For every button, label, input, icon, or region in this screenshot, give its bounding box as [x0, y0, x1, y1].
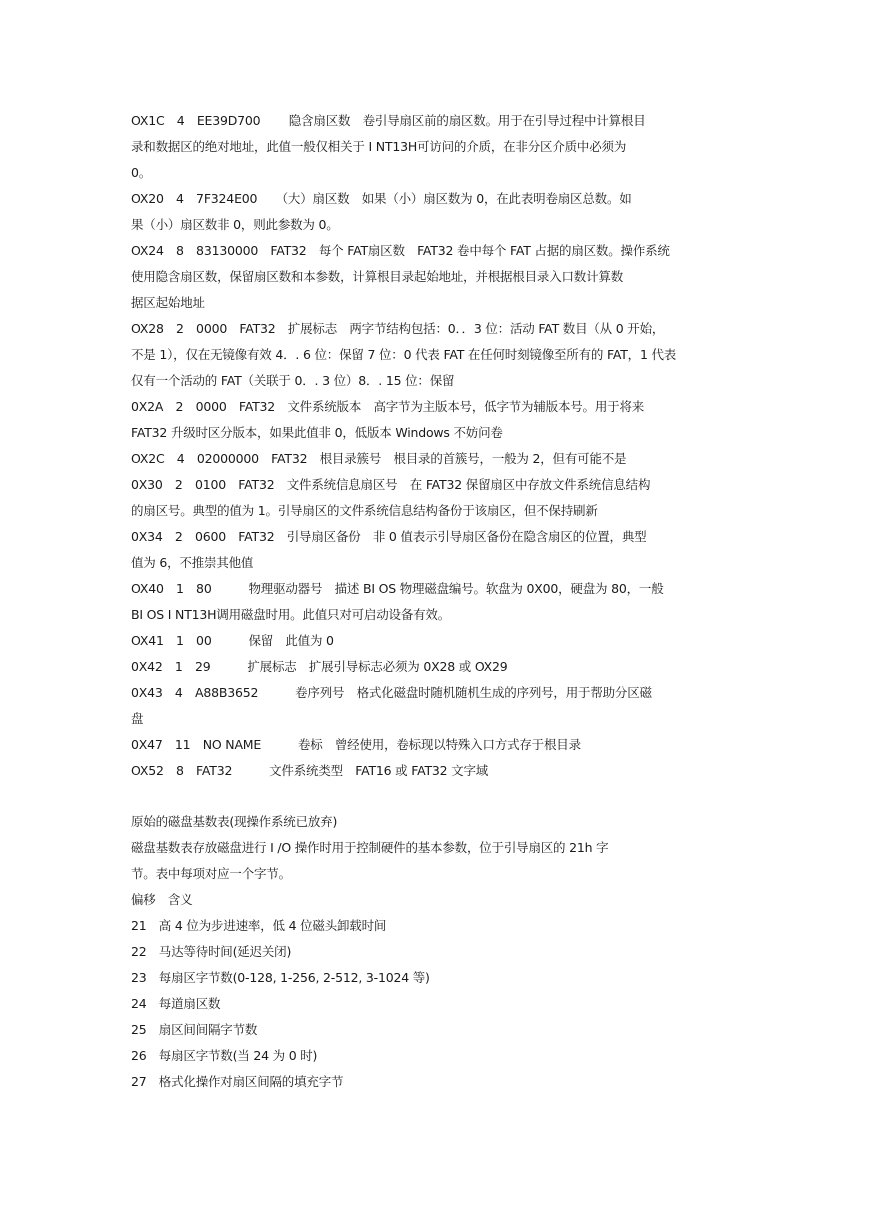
text-line: BI OS I NT13H调用磁盘时用。此值只对可启动设备有效。: [131, 607, 451, 622]
text-line: OX2C 4 02000000 FAT32 根目录簇号 根目录的首簇号，一般为 2，但有可能不是: [131, 451, 627, 466]
table-row: 21 高 4 位为步进速率，低 4 位磁头卸载时间: [131, 918, 387, 933]
text-line: 0X30 2 0100 FAT32 文件系统信息扇区号 在 FAT32 保留扇区中存放文件系统信息结构: [131, 477, 651, 492]
text-line: 据区起始地址: [131, 295, 205, 310]
text-line: 0X43 4 A88B3652 卷序列号 格式化磁盘时随机随机生成的序列号，用于帮助分区磁: [131, 685, 652, 700]
text-line: OX28 2 0000 FAT32 扩展标志 两字节结构包括：0．．3 位：活动 FAT 数目（从 0 开始，: [131, 321, 665, 336]
text-line: OX52 8 FAT32 文件系统类型 FAT16 或 FAT32 文字域: [131, 763, 489, 778]
document-page: [131, 108, 791, 1095]
table-row: 24 每道扇区数: [131, 996, 221, 1011]
table-row: 25 扇区间间隔字节数: [131, 1022, 258, 1037]
table-header: 偏移 含义: [131, 892, 193, 907]
section-heading: 原始的磁盘基数表(现操作系统已放弃): [131, 814, 338, 829]
text-line: OX41 1 00 保留 此值为 0: [131, 633, 334, 648]
text-line: 的扇区号。典型的值为 1。引导扇区的文件系统信息结构备份于该扇区，但不保持刷新: [131, 503, 598, 518]
text-line: 果（小）扇区数非 0，则此参数为 0。: [131, 217, 339, 232]
text-line: FAT32 升级时区分版本，如果此值非 0，低版本 Windows 不妨问卷: [131, 425, 503, 440]
text-line: 值为 6，不推崇其他值: [131, 555, 254, 570]
table-row: 27 格式化操作对扇区间隔的填充字节: [131, 1074, 344, 1089]
text-line: 磁盘基数表存放磁盘进行 I /O 操作时用于控制硬件的基本参数，位于引导扇区的 21h 字: [131, 840, 609, 855]
disk-base-table-block: [131, 809, 791, 1095]
text-line: 0X47 11 NO NAME 卷标 曾经使用，卷标现以特殊入口方式存于根目录: [131, 737, 581, 752]
fat-parameter-block: [131, 108, 791, 784]
table-row: 22 马达等待时间(延迟关闭): [131, 944, 292, 959]
section-gap: [131, 784, 791, 809]
text-line: 录和数据区的绝对地址，此值一般仅相关于 I NT13H可访问的介质，在非分区介质中必须为: [131, 139, 627, 154]
text-line: OX20 4 7F324E00 （大）扇区数 如果（小）扇区数为 0，在此表明卷扇区总数。如: [131, 191, 632, 206]
text-line: 0X42 1 29 扩展标志 扩展引导标志必须为 0X28 或 OX29: [131, 659, 508, 674]
text-line: 使用隐含扇区数，保留扇区数和本参数，计算根目录起始地址，并根据根目录入口数计算数: [131, 269, 624, 284]
text-line: 盘: [131, 711, 144, 726]
text-line: 节。表中每项对应一个字节。: [131, 866, 291, 881]
text-line: OX40 1 80 物理驱动器号 描述 BI OS 物理磁盘编号。软盘为 0X00，硬盘为 80，一般: [131, 581, 664, 596]
table-row: 26 每扇区字节数(当 24 为 0 时): [131, 1048, 318, 1063]
text-line: 0。: [131, 165, 152, 180]
text-line: 不是 1），仅在无镜像有效 4．. 6 位：保留 7 位：0 代表 FAT 在任何时刻镜像至所有的 FAT，1 代表: [131, 347, 677, 362]
text-line: 0X2A 2 0000 FAT32 文件系统版本 高字节为主版本号，低字节为辅版本号。用于将来: [131, 399, 645, 414]
text-line: 仅有一个活动的 FAT（关联于 0．. 3 位）8．. 15 位：保留: [131, 373, 455, 388]
table-row: 23 每扇区字节数(0-128, 1-256, 2-512, 3-1024 等): [131, 970, 430, 985]
text-line: OX1C 4 EE39D700 隐含扇区数 卷引导扇区前的扇区数。用于在引导过程中计算根目: [131, 113, 646, 128]
text-line: OX24 8 83130000 FAT32 每个 FAT扇区数 FAT32 卷中每个 FAT 占据的扇区数。操作系统: [131, 243, 670, 258]
text-line: 0X34 2 0600 FAT32 引导扇区备份 非 0 值表示引导扇区备份在隐含扇区的位置，典型: [131, 529, 647, 544]
